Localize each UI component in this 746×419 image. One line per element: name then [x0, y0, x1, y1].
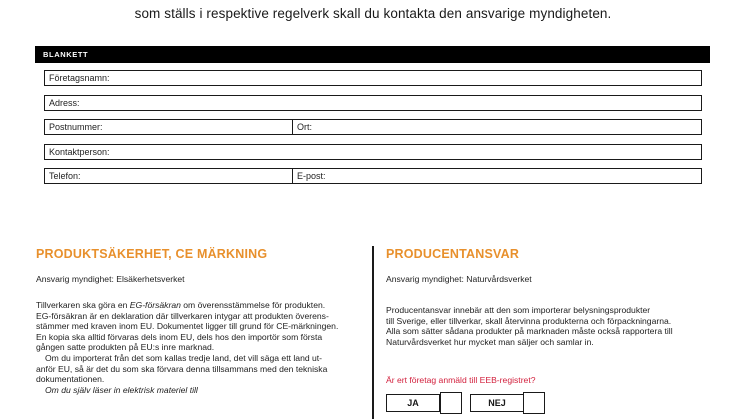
text-line: Naturvårdsverket hur mycket man säljer och samlar in. [386, 336, 594, 347]
contact-person-field[interactable]: Kontaktperson: [44, 144, 702, 160]
text-line: anför EU, så är det du som ska förvara denna tillsammans med den tekniska [36, 363, 328, 374]
text-line: En kopia ska alltid förvaras dels inom EU, dels hos den importör som första [36, 331, 323, 342]
text-line: gången satte produkten på EU:s inre marknad. [36, 342, 215, 353]
text-line: dokumentationen. [36, 374, 105, 385]
no-label: NEJ [470, 394, 524, 412]
yes-checkbox[interactable] [440, 392, 462, 414]
company-name-field[interactable]: Företagsnamn: [44, 70, 702, 86]
postcode-field[interactable]: Postnummer: [44, 119, 293, 135]
address-field[interactable]: Adress: [44, 95, 702, 111]
no-checkbox[interactable] [523, 392, 545, 414]
text-line: Om du själv läser in elektrisk materiel till [45, 384, 198, 395]
text-line [36, 300, 366, 311]
text-span: Tillverkaren ska göra en [36, 300, 130, 310]
producer-responsibility-text [386, 305, 726, 347]
email-field[interactable]: E-post: [292, 168, 702, 184]
product-safety-title: PRODUKTSÄKERHET, CE MÄRKNING [36, 247, 268, 261]
city-field[interactable]: Ort: [292, 119, 702, 135]
yes-label: JA [386, 394, 440, 412]
text-emphasis: EG-försäkran [129, 300, 181, 310]
form-header: BLANKETT [35, 46, 710, 63]
producer-responsibility-title: PRODUCENTANSVAR [386, 247, 520, 261]
phone-field[interactable]: Telefon: [44, 168, 293, 184]
product-safety-authority: Ansvarig myndighet: Elsäkerhetsverket [36, 274, 185, 284]
text-line: till Sverige, eller tillverkar, skall återvinna produkterna och förpackningarna. [386, 315, 672, 326]
text-line: Producentansvar innebär att den som importerar belysningsprodukter [386, 305, 651, 315]
text-line: EG-försäkran är en deklaration där tillverkaren intygar att produkten överens- [36, 310, 329, 321]
text-span: om överensstämmelse för produkten. [180, 300, 326, 310]
producer-responsibility-authority: Ansvarig myndighet: Naturvårdsverket [386, 274, 532, 284]
intro-text: som ställs i respektive regelverk skall du kontakta den ansvarige myndigheten. [134, 6, 612, 21]
product-safety-text [36, 300, 366, 395]
registry-question: Är ert företag anmäld till EEB-registret? [386, 375, 536, 385]
text-line: stämmer med kraven inom EU. Dokumentet ligger till grund för CE-märkningen. [36, 321, 339, 332]
column-divider [372, 246, 374, 419]
text-line: Alla som sätter sådana produkter på marknaden måste också rapportera till [386, 326, 673, 337]
text-line: Om du importerat från det som kallas tredje land, det vill säga ett land ut- [45, 352, 323, 363]
